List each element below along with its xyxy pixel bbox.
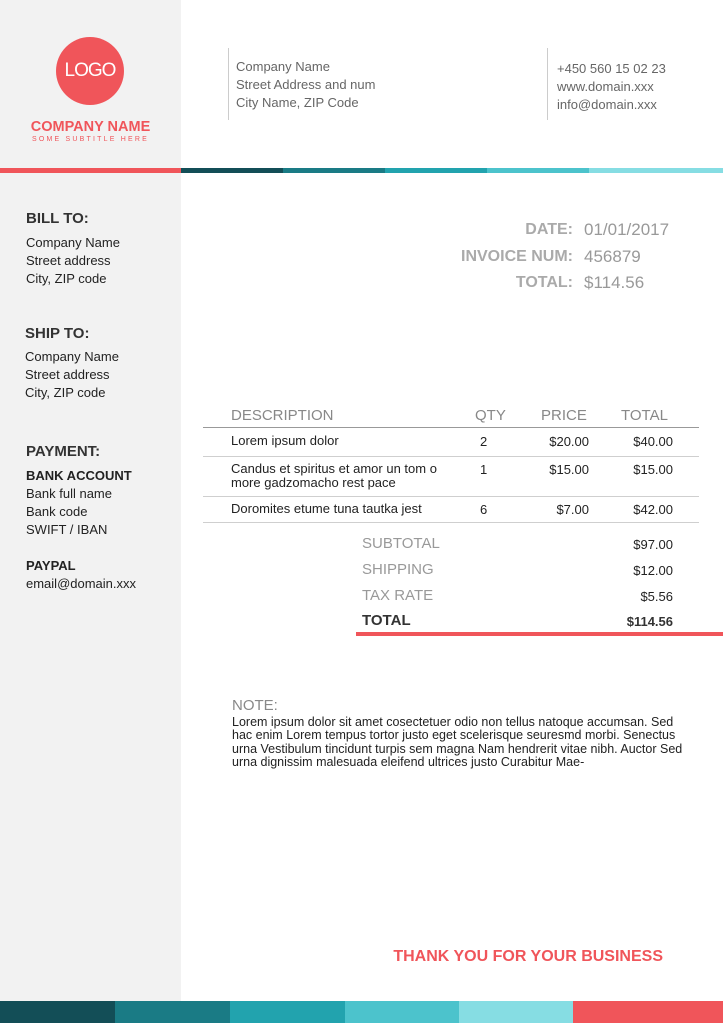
table-row-qty: 6: [480, 502, 488, 517]
payment-title: PAYMENT:: [26, 443, 101, 460]
table-row-qty: 2: [480, 434, 488, 449]
header-stripe-teal-3: [385, 168, 487, 173]
subtotal-label: SUBTOTAL: [362, 535, 440, 552]
footer-stripe-teal-1: [0, 1001, 115, 1023]
paypal-title: PAYPAL: [26, 558, 76, 573]
table-row-rule: [203, 522, 699, 523]
bank-line: Bank full name: [26, 486, 112, 501]
table-row-total: $42.00: [633, 502, 673, 517]
bank-line: SWIFT / IBAN: [26, 522, 108, 537]
header-website: www.domain.xxx: [557, 79, 654, 94]
col-header-description: DESCRIPTION: [231, 407, 334, 424]
ship-to-line: Street address: [25, 367, 110, 382]
thank-you-message: THANK YOU FOR YOUR BUSINESS: [393, 948, 663, 965]
ship-to-title: SHIP TO:: [25, 325, 90, 342]
header-stripe-teal-1: [181, 168, 283, 173]
footer-stripe-red: [573, 1001, 723, 1023]
table-row-description: Candus et spiritus et amor un tom o more gadzomacho rest pace: [231, 461, 437, 490]
header-stripe-red: [0, 168, 181, 173]
company-name: COMPANY NAME: [30, 119, 151, 135]
col-header-qty: QTY: [475, 407, 506, 424]
header-divider-1: [228, 48, 229, 120]
col-header-total: TOTAL: [621, 407, 668, 424]
note-text: Lorem ipsum dolor sit amet cosectetuer odio non tellus natoque accumsan. Sed hac enim Lorem tempus tortor justo eget scelerisque seuresmd morbi. Senectus urna Vestibulum tincidunt turpis sem magna Nam hendrerit vitae nibh. Auctor Sed urna dignissim malesuada eleifend ultrices justo Curabitur Mae-: [232, 715, 683, 769]
logo: LOGO: [56, 37, 124, 105]
table-row-total: $40.00: [633, 434, 673, 449]
header-email: info@domain.xxx: [557, 97, 657, 112]
invoice-num-value: 456879: [584, 247, 641, 266]
ship-to-line: City, ZIP code: [25, 385, 106, 400]
paypal-email: email@domain.xxx: [26, 576, 137, 591]
bill-to-line: City, ZIP code: [26, 271, 107, 286]
table-row-rule: [203, 456, 699, 457]
bill-to-line: Company Name: [26, 235, 120, 250]
header-address-line: City Name, ZIP Code: [236, 95, 359, 110]
shipping-value: $12.00: [633, 563, 673, 578]
tax-rate-value: $5.56: [640, 589, 673, 604]
table-row-price: $15.00: [549, 462, 589, 477]
table-row-rule: [203, 496, 699, 497]
table-row-qty: 1: [480, 462, 488, 477]
date-label: DATE:: [525, 221, 573, 238]
company-subtitle: SOME SUBTITLE HERE: [31, 136, 149, 143]
footer-stripe-teal-3: [230, 1001, 345, 1023]
subtotal-value: $97.00: [633, 537, 673, 552]
invoice-num-label: INVOICE NUM:: [461, 248, 573, 265]
date-value: 01/01/2017: [584, 220, 670, 239]
table-row-description: Doromites etume tuna tautka jest: [231, 501, 422, 516]
bank-line: Bank code: [26, 504, 88, 519]
bill-to-line: Street address: [26, 253, 111, 268]
table-row-price: $20.00: [549, 434, 589, 449]
shipping-label: SHIPPING: [362, 561, 434, 578]
table-row-total: $15.00: [633, 462, 673, 477]
footer-stripe-teal-4: [345, 1001, 459, 1023]
header-stripe-teal-2: [283, 168, 385, 173]
header-divider-2: [547, 48, 548, 120]
header-address-line: Company Name: [236, 59, 330, 74]
table-row-description: Lorem ipsum dolor: [231, 433, 339, 448]
grand-total-value: $114.56: [626, 614, 673, 629]
note-title: NOTE:: [232, 697, 278, 714]
header-stripe-teal-5: [589, 168, 723, 173]
total-value-meta: $114.56: [584, 273, 645, 292]
total-underline: [356, 632, 723, 636]
bank-account-title: BANK ACCOUNT: [26, 468, 132, 483]
header-address-line: Street Address and num: [236, 77, 376, 92]
grand-total-label: TOTAL: [362, 612, 411, 629]
total-label-meta: TOTAL:: [515, 274, 573, 291]
footer-stripe-teal-2: [115, 1001, 230, 1023]
tax-rate-label: TAX RATE: [362, 587, 434, 604]
col-header-price: PRICE: [541, 407, 587, 424]
table-row-price: $7.00: [556, 502, 589, 517]
table-header-rule: [203, 427, 699, 428]
footer-stripe-teal-5: [459, 1001, 573, 1023]
header-phone: +450 560 15 02 23: [557, 61, 666, 76]
header-stripe-teal-4: [487, 168, 589, 173]
bill-to-title: BILL TO:: [26, 210, 89, 227]
ship-to-line: Company Name: [25, 349, 119, 364]
